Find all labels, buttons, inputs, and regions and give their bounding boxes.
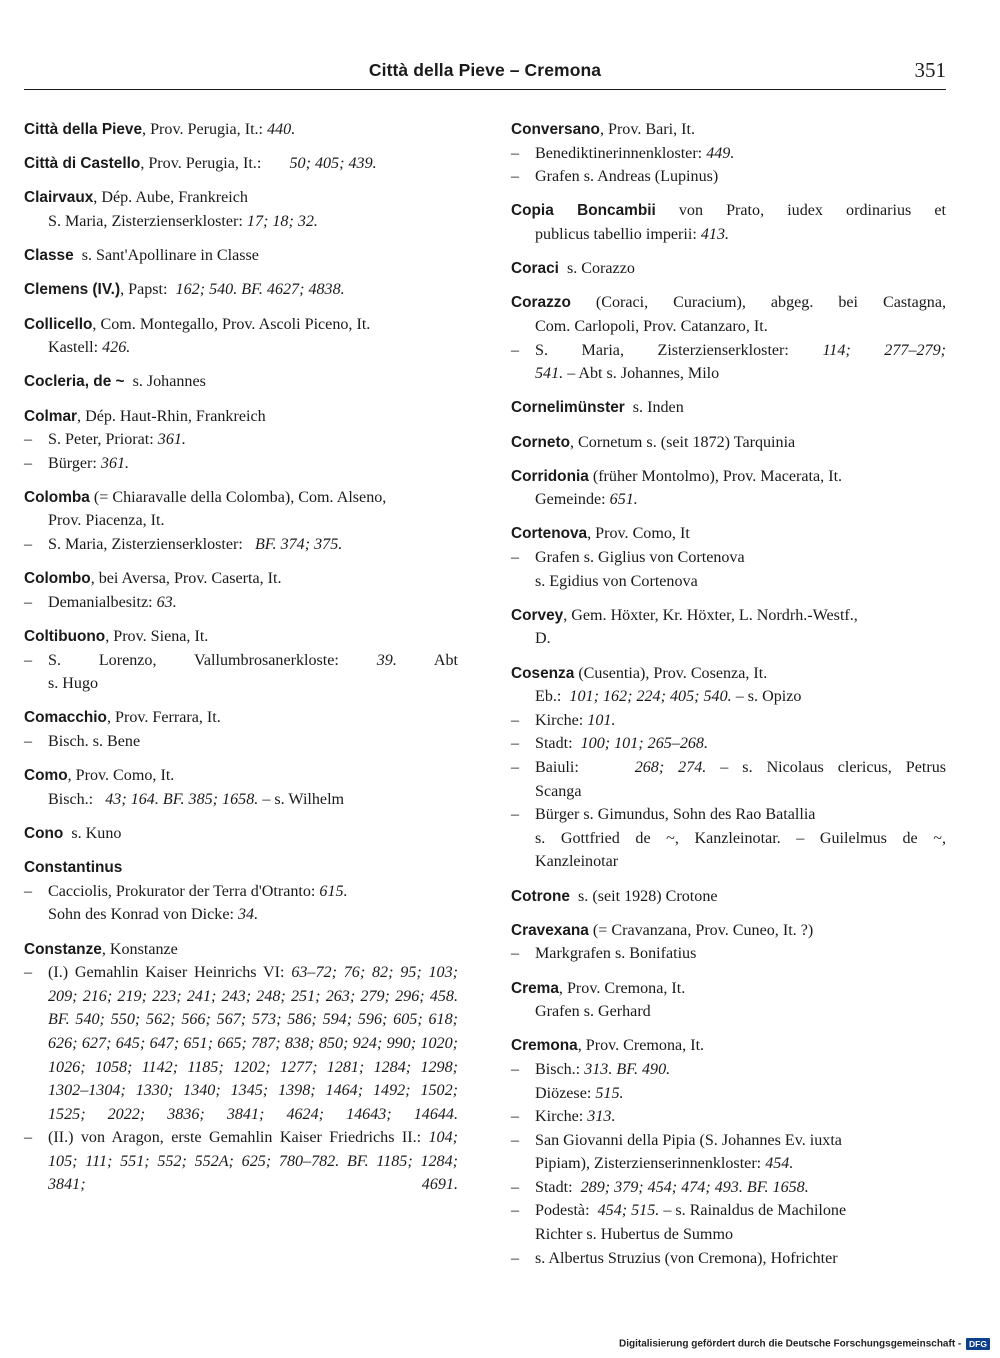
headword: Conversano [511, 121, 600, 138]
index-entry: Colmar, Dép. Haut-Rhin, Frankreich – S. Peter, Priorat: 361. – Bürger: 361. [24, 405, 458, 476]
headword: Corneto [511, 433, 570, 451]
header-rule [24, 89, 946, 90]
index-entry: Cono s. Kuno [24, 824, 122, 842]
page-number: 351 [914, 58, 946, 82]
index-entry: Crema, Prov. Cremona, It. Grafen s. Gerhard [511, 979, 686, 1021]
headword: Constantinus [24, 859, 123, 877]
index-entry: Cortenova, Prov. Como, It – Grafen s. Giglius von Cortenova s. Egidius von Cortenova [511, 522, 946, 593]
headword: Cosenza [511, 664, 575, 682]
index-entry: Conversano, Prov. Bari, It. – Benediktinerinnenkloster: 449. – Grafen s. Andreas (Lupinus) [511, 118, 946, 189]
index-entry: Colombo, bei Aversa, Prov. Caserta, It. – Demanialbesitz: 63. [24, 567, 458, 614]
headword: Coraci [511, 260, 559, 278]
index-entry: Cocleria, de ~ s. Johannes [24, 373, 206, 391]
index-entry: Città di Castello, Prov. Perugia, It.: 50; 405; 439. [24, 155, 377, 173]
headword: Comacchio [24, 709, 107, 727]
headword: Cocleria, de ~ [24, 373, 125, 391]
index-entry: Coraci s. Corazzo [511, 260, 635, 278]
index-entry: Cornelimünster s. Inden [511, 399, 684, 417]
index-entry: Como, Prov. Como, It. Bisch.: 43; 164. BF. 385; 1658. – s. Wilhelm [24, 767, 345, 808]
right-column [511, 118, 946, 1281]
headword: Corvey [511, 606, 564, 624]
index-entry: Clairvaux, Dép. Aube, Frankreich S. Maria, Zisterzienserkloster: 17; 18; 32. [24, 189, 318, 230]
credit-text: Digitalisierung gefördert durch die Deutsche Forschungsgemeinschaft - [618, 1338, 962, 1350]
headword: Città di Castello [24, 155, 141, 173]
headword: Cremona [511, 1037, 578, 1055]
headword: Constanze [24, 940, 102, 958]
index-entry: Constanze, Konstanze – (I.) Gemahlin Kaiser Heinrichs VI: 63–72; 76; 82; 95; 103; 209; 216; 219; 223; 241; 243; 248; 251; 263; 279; 296; 458. BF. 540; 550; 562; 566; 567; 573; 586; 594; 596; 605; 618; 626; 627; 645; 647; 651; 665; 787; 838; 850; 924; 990; 1020; 1026; 1058; 1142; 1185; 1202; 1277; 1281; 1284; 1298; 1302–1304; 1330; 1340; 1345; 1398; 1464; 1492; 1502; 1525; 2022; 3836; 3841; 4624; 14643; 14644. – (II.) von Aragon, erste Gemahlin Kaiser Friedrichs II.: 104; 105; 111; 551; 552; 552A; 625; 780–782. BF. 1185; 1284; 3841; 4691. [24, 938, 458, 1198]
running-header [24, 56, 946, 92]
index-entry: Cotrone s. (seit 1928) Crotone [511, 887, 718, 905]
index-entry: Cremona, Prov. Cremona, It. – Bisch.: 313. BF. 490. Diözese: 515. – Kirche: 313. – San Giovanni della Pipia (S. Johannes Ev. iuxta Pipiam), Zisterzienserinnenkloster: 454. – Stadt: 289; 379; 454; 474; 493. BF. 1658. – Podestà: 454; 515. – s. Rainaldus de Machilone Richter s. Hubertus de Summo – s. Albertus Struzius (von Cremona), Hofrichter [511, 1034, 946, 1270]
headword: Classe [24, 247, 74, 265]
index-entry: Classe s. Sant'Apollinare in Classe [24, 247, 259, 265]
headword: Colombo [24, 570, 91, 588]
index-entry: Cosenza (Cusentia), Prov. Cosenza, It. Eb.: 101; 162; 224; 405; 540. – s. Opizo – Kirche: 101. – Stadt: 100; 101; 265–268. – Baiuli: 268; 274. – s. Nicolaus clericus, Petrus Scanga – Bürger s. Gimundus, Sohn des Rao Batallia s. Gottfried de ~, Kanzleinotar. – Guilelmus de ~, Kanzleinotar [511, 662, 946, 874]
headword: Cortenova [511, 525, 588, 543]
index-entry: Comacchio, Prov. Ferrara, It. – Bisch. s. Bene [24, 706, 458, 753]
index-entry: Copia Boncambii von Prato, iudex ordinarius et publicus tabellio imperii: 413. [511, 202, 946, 243]
digitization-credit [619, 1338, 990, 1350]
headword: Clairvaux [24, 189, 94, 207]
index-entry: Corazzo (Coraci, Curacium), abgeg. bei Castagna, Com. Carlopoli, Prov. Catanzaro, It. – S. Maria, Zisterzienserkloster: 114; 277–279; 541. – Abt s. Johannes, Milo [511, 291, 946, 385]
dfg-logo: DFG [966, 1338, 990, 1350]
index-entry: Collicello, Com. Montegallo, Prov. Ascoli Piceno, It. Kastell: 426. [24, 315, 371, 357]
index-entry: Clemens (IV.), Papst: 162; 540. BF. 4627; 4838. [24, 281, 345, 299]
index-entry: Coltibuono, Prov. Siena, It. – S. Lorenzo, Vallumbrosanerkloste: 39. Abt s. Hugo [24, 625, 458, 696]
index-entry: Constantinus – Cacciolis, Prokurator der Terra d'Otranto: 615. Sohn des Konrad von Dicke: 34. [24, 856, 458, 927]
headword: Cornelimünster [511, 399, 625, 417]
headword: Coltibuono [24, 628, 106, 646]
index-entry: Città della Pieve, Prov. Perugia, It.: 440. [24, 121, 296, 138]
headword: Corazzo [511, 294, 571, 312]
index-entry: Colomba (= Chiaravalle della Colomba), Com. Alseno, Prov. Piacenza, It. – S. Maria, Zisterzienserkloster: BF. 374; 375. [24, 486, 458, 557]
index-entry: Corneto, Cornetum s. (seit 1872) Tarquinia [511, 433, 796, 451]
headword: Cono [24, 824, 64, 842]
index-entry: Cravexana (= Cravanzana, Prov. Cuneo, It. ?) – Markgrafen s. Bonifatius [511, 919, 946, 966]
index-entry: Corvey, Gem. Höxter, Kr. Höxter, L. Nordrh.-Westf., D. [511, 606, 858, 648]
headword: Collicello [24, 315, 93, 333]
headword: Cotrone [511, 887, 570, 905]
headword: Città della Pieve [24, 121, 143, 138]
headword: Colmar [24, 407, 78, 425]
index-entry: Corridonia (früher Montolmo), Prov. Macerata, It. Gemeinde: 651. [511, 467, 843, 509]
headword: Corridonia [511, 467, 589, 485]
headword: Como [24, 767, 68, 785]
headword: Clemens (IV.) [24, 281, 121, 299]
headword: Colomba [24, 488, 90, 506]
left-column [24, 118, 458, 1208]
headword: Cravexana [511, 921, 589, 939]
headword: Crema [511, 979, 559, 997]
headword: Copia Boncambii [511, 202, 656, 220]
running-title: Città della Pieve – Cremona [368, 60, 602, 80]
